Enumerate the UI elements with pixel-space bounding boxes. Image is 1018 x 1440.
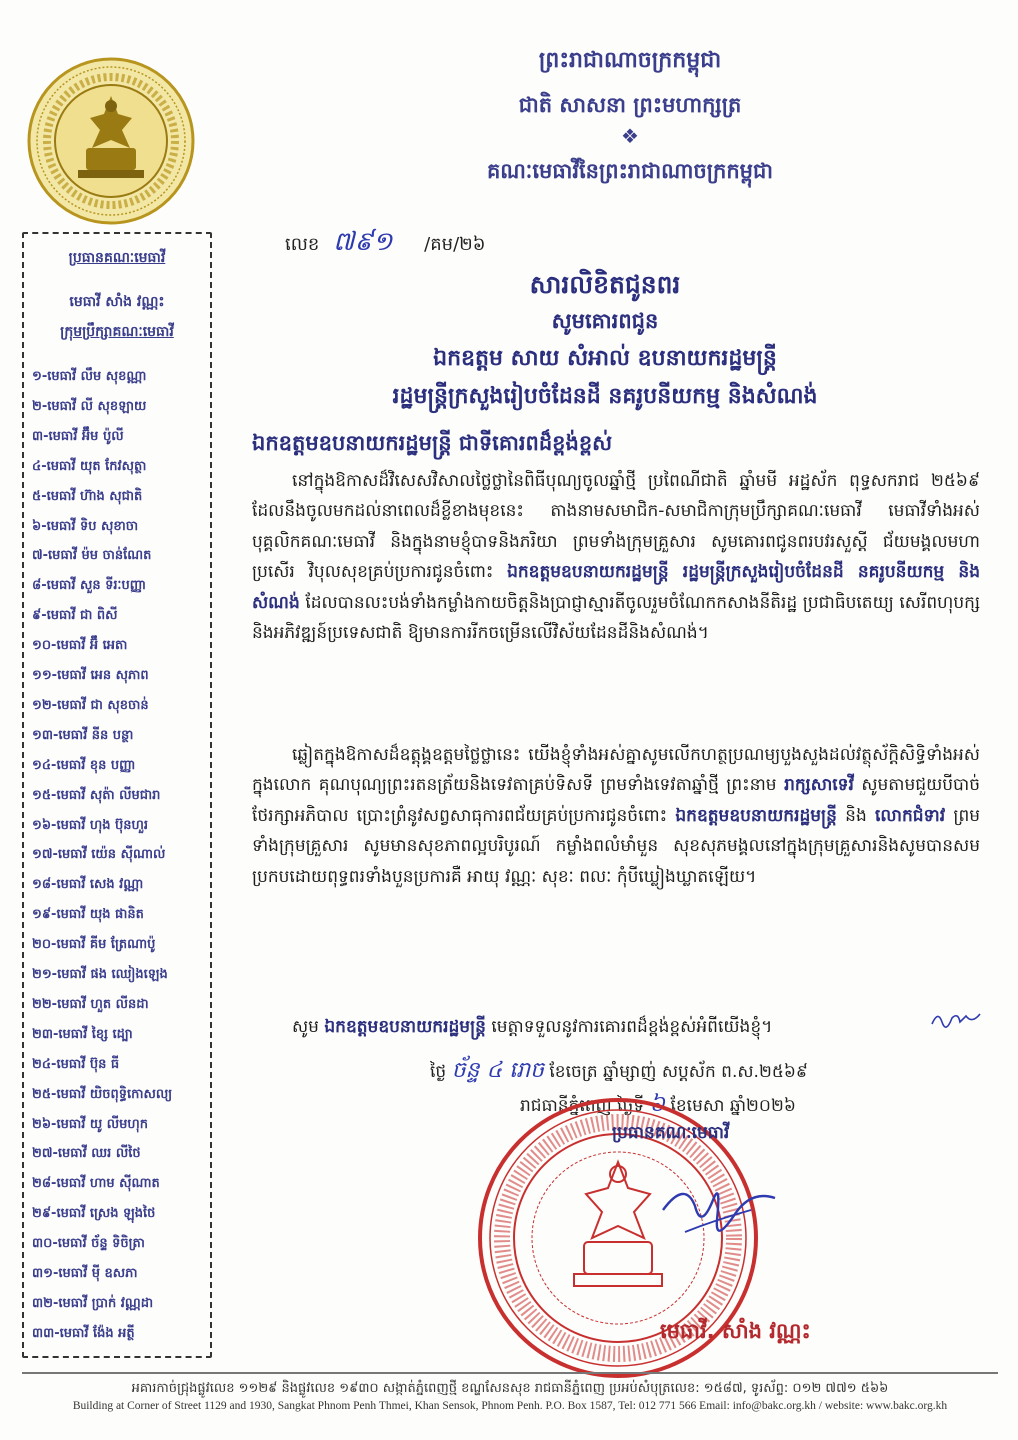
bar-association-seal-logo xyxy=(26,56,196,226)
lunar-date-line xyxy=(430,1056,808,1088)
p2-text-c: សូមតាមជួយបីបាច់ថែរក្សាអភិបាល ប្រោះព្រំនូវសព្វសាធុការពជ័យគ្រប់ប្រការជូនចំពោះ xyxy=(252,775,981,826)
council-member-item: ៩-មេធាវី ជា ពិសី xyxy=(32,608,118,624)
council-member-item: ៣២-មេធាវី ប្រាក់ វណ្ណដា xyxy=(32,1295,154,1311)
council-member-item: ២៥-មេធាវី យិចពុទ្ធិកោសល្យ xyxy=(32,1086,173,1102)
president-name: មេធាវី សាំង វណ្ណះ xyxy=(69,294,165,310)
council-member-item: ២៨-មេធាវី ហាម ស៊ីណាត xyxy=(32,1176,160,1192)
council-member-item: ១៥-មេធាវី សុត៉ា លីមជារា xyxy=(32,787,161,803)
council-member-item: ១៦-មេធាវី ហុង ប៊ុនហួរ xyxy=(32,817,149,833)
p1-text-c: ដែលបានលះបង់ទាំងកម្លាំងកាយចិត្តនិងប្រាជ្ញាស្មារតីចូលរួមចំណែកកសាងនីតិរដ្ឋ ប្រជាធិបតេយ្យ សេរីពហុបក្ស និងអភិវឌ្ឍន៍ប្រទេសជាតិ ឱ្យមានការរីកចម្រើនលើវិស័យដែនដីនិងសំណង់។ xyxy=(252,592,981,644)
p3-recipient-highlight: ឯកឧត្តមឧបនាយករដ្ឋមន្ត្រី xyxy=(324,1017,486,1037)
p2-text-g: ព្រមទាំងក្រុមគ្រួសារ សូមមានសុខភាពល្អបរិបូរណ៍ កម្លាំងពលំមាំមួន សុខសុភមង្គលនៅក្នុងក្រុមគ្រួសារនិងសូមបានសមប្រកបដោយពុទ្ធពរទាំងបួនប្រការគឺ អាយុ វណ្ណៈ សុខៈ ពលៈ កុំបីឃ្លៀងឃ្លាតឡើយ។ xyxy=(252,805,981,887)
council-member-item: ១៨-មេធាវី សេង វណ្ណា xyxy=(32,877,144,893)
council-member-item: ២៧-មេធាវី ឈរ លីថៃ xyxy=(32,1146,141,1162)
council-member-item: ១៣-មេធាវី នីន បន្ថា xyxy=(32,727,134,743)
council-member-item: ៤-មេធាវី យុត កែវសុត្ថា xyxy=(32,458,147,474)
recipient-name: ឯកឧត្តម សាយ សំអាល់ ឧបនាយករដ្ឋមន្ត្រី xyxy=(433,346,777,371)
council-member-item: ១០-មេធាវី អ៊ឹ អេតា xyxy=(32,638,128,654)
lunar-date-prefix: ថ្ងៃ xyxy=(430,1062,447,1082)
solar-date-handwritten: ៦ xyxy=(649,1092,666,1117)
reference-suffix: /គម/២៦ xyxy=(424,234,486,255)
council-member-item: ៥-មេធាវី ហ៊ាង សុជាតិ xyxy=(32,488,143,504)
p3-text-a: សូម xyxy=(292,1017,319,1037)
council-member-item: ៣-មេធាវី អ៊ឹម ប៉ូលី xyxy=(32,428,124,444)
p3-text-c: មេត្តាទទួលនូវការគោរពដ៏ខ្ពង់ខ្ពស់អំពីយើងខ្ញុំ។ xyxy=(491,1017,773,1037)
council-member-item: ៣០-មេធាវី ច័ន្ទ ទិចិត្រា xyxy=(32,1236,145,1252)
council-member-item: ២៤-មេធាវី ប៊ុន ធី xyxy=(32,1056,120,1072)
footer-address-english: Building at Corner of Street 1129 and 1930, Sangkat Phnom Penh Thmei, Khan Sensok, Phnom Penh. P.O. Box 1587, Tel: 012 771 566 Email: info@bakc.org.kh / website: www.bakc.org.kh xyxy=(72,1400,948,1412)
footer-address-khmer: អគារកាច់ជ្រុងផ្លូវលេខ ១១២៩ និងផ្លូវលេខ ១៩៣០ សង្កាត់ភ្នំពេញថ្មី ខណ្ឌសែនសុខ រាជធានីភ្នំពេញ ប្រអប់សំបុត្រលេខ: ១៥៨៧, ទូរស័ព្ទ: ០១២ ៧៧១ ៥៦៦ xyxy=(131,1381,889,1396)
council-member-item: ១៩-មេធាវី យុង ផានិត xyxy=(32,907,144,923)
council-member-item: ៧-មេធាវី ម៉ម ចាន់ណែត xyxy=(32,548,152,564)
solar-date-rest: ខែមេសា ឆ្នាំ២០២៦ xyxy=(670,1096,796,1116)
letter-title: សារលិខិតជូនពរ xyxy=(529,270,681,299)
council-sidebar xyxy=(22,232,212,1358)
signer-title: ប្រធានគណៈមេធាវី xyxy=(612,1123,730,1143)
solar-date-prefix: រាជធានីភ្នំពេញ ថ្ងៃទី xyxy=(520,1096,645,1116)
salutation: ឯកឧត្តមឧបនាយករដ្ឋមន្ត្រី ជាទីគោរពដ៏ខ្ពង់ខ្ពស់ xyxy=(252,431,613,455)
national-motto: ជាតិ សាសនា ព្រះមហាក្សត្រ xyxy=(518,93,742,117)
p2-text-a: ឆ្លៀតក្នុងឱកាសដ៏ឧត្តុង្គឧត្តមថ្លៃថ្លានេះ យើងខ្ញុំទាំងអស់គ្នាសូមលើកហត្ថប្រណម្យបួងសួងដល់វត្ថុស័ក្តិសិទ្ធិទាំងអស់ក្នុងលោក គុណបុណ្យព្រះរតនត្រ័យនិងទេវតាគ្រប់ទិសទី ព្រមទាំងទេវតាឆ្នាំថ្មី ព្រះនាម xyxy=(252,745,980,796)
council-member-item: ២៦-មេធាវី យូ លីមហុក xyxy=(32,1116,149,1132)
p2-recipient-highlight: ឯកឧត្តមឧបនាយករដ្ឋមន្ត្រី xyxy=(675,805,837,826)
p2-deity-name: រាក្សសាទេវី xyxy=(784,775,854,796)
council-member-item: ១៧-មេធាវី យ៉េន ស៊ីណាល់ xyxy=(32,847,166,863)
reference-number xyxy=(285,225,486,263)
p1-recipient-highlight: ឯកឧត្តមឧបនាយករដ្ឋមន្ត្រី រដ្ឋមន្ត្រីក្រសួងរៀបចំដែនដី នគរូបនីយកម្ម និងសំណង់ xyxy=(252,562,980,613)
header-ornament: ❖ xyxy=(621,124,639,148)
lunar-date-rest: ខែចេត្រ ឆ្នាំម្សាញ់ សប្តស័ក ព.ស.២៥៦៩ xyxy=(549,1062,808,1082)
footer-divider xyxy=(22,1372,998,1374)
council-member-item: ២១-មេធាវី ផង ឈៀងឡេង xyxy=(32,967,168,982)
handwritten-initials xyxy=(930,1006,982,1030)
council-member-item: ២០-មេធាវី គីម ត្រែណាប៉ូ xyxy=(32,937,156,953)
council-member-item: ២៩-មេធាវី ស្រេង ឡុងថៃ xyxy=(32,1206,156,1222)
council-member-item: ១២-មេធាវី ជា សុខចាន់ xyxy=(32,697,149,713)
body-paragraph-2 xyxy=(252,740,980,892)
council-member-item: ១១-មេធាវី អេន សុភាព xyxy=(32,668,149,683)
body-paragraph-1 xyxy=(252,466,980,648)
council-member-item: ៣៣-មេធាវី ង៉ែង អត្ថី xyxy=(32,1325,135,1341)
council-member-item: ២-មេធាវី លី សុខឡាយ xyxy=(32,398,147,414)
president-title: ប្រធានគណៈមេធាវី xyxy=(68,250,166,266)
council-member-item: ៦-មេធាវី ទិប សុខាចា xyxy=(32,518,139,534)
lunar-date-handwritten: ច័ន្ទ ៤ រោច xyxy=(451,1058,544,1083)
kingdom-heading: ព្រះរាជាណាចក្រកម្ពុជា xyxy=(538,48,722,73)
handwritten-signature xyxy=(655,1170,785,1250)
p2-lady-highlight: លោកជំទាវ xyxy=(874,805,946,826)
council-member-item: ២២-មេធាវី ហួត លីនដា xyxy=(32,996,149,1012)
p1-text-a: នៅក្នុងឱកាសដ៏វិសេសវិសាលថ្លៃថ្លានៃពិធីបុណ្យចូលឆ្នាំថ្មី ប្រពៃណីជាតិ ឆ្នាំមមី អដ្ឋស័ក ពុទ្ធសករាជ ២៥៦៩ ដែលនឹងចូលមកដល់នាពេលដ៏ខ្លីខាងមុខនេះ តាងនាមសមាជិក-សមាជិកាក្រុមប្រឹក្សាគណៈមេធាវី មេធាវីទាំងអស់ បុគ្គលិកគណៈមេធាវី និងក្នុងនាមខ្ញុំបាទនិងភរិយា ព្រមទាំងក្រុមគ្រួសារ សូមគោរពជូនពរបវរសួស្តី ជ័យមង្គលមហាប្រសើរ វិបុលសុខគ្រប់ប្រការជូនចំពោះ xyxy=(252,471,980,583)
reference-label: លេខ xyxy=(285,234,320,255)
signer-name: មេធាវី. សាំង វណ្ណះ xyxy=(660,1319,811,1343)
council-member-item: ១៤-មេធាវី ខុន បញ្ញា xyxy=(32,757,136,773)
council-member-item: ៨-មេធាវី សួន ទីរៈបញ្ញា xyxy=(32,578,147,594)
council-member-item: ១-មេធាវី លឹម សុខណ្ណា xyxy=(32,369,147,384)
council-member-item: ៣១-មេធាវី ម៉ី ឧសភា xyxy=(32,1266,138,1281)
council-member-item: ២៣-មេធាវី ខ្សៃ ដ្បោ xyxy=(32,1026,133,1042)
reference-handwritten-number: ៧៩១ xyxy=(333,227,393,257)
p2-and: និង xyxy=(845,805,867,826)
respectfully-to: សូមគោរពជូន xyxy=(551,309,659,333)
recipient-position: រដ្ឋមន្ត្រីក្រសួងរៀបចំដែនដី នគរូបនីយកម្ម និងសំណង់ xyxy=(392,384,818,409)
council-title: ក្រុមប្រឹក្សាគណៈមេធាវី xyxy=(60,324,174,340)
body-paragraph-3 xyxy=(252,1012,980,1042)
organization-name: គណៈមេធាវីនៃព្រះរាជាណាចក្រកម្ពុជា xyxy=(486,159,774,183)
